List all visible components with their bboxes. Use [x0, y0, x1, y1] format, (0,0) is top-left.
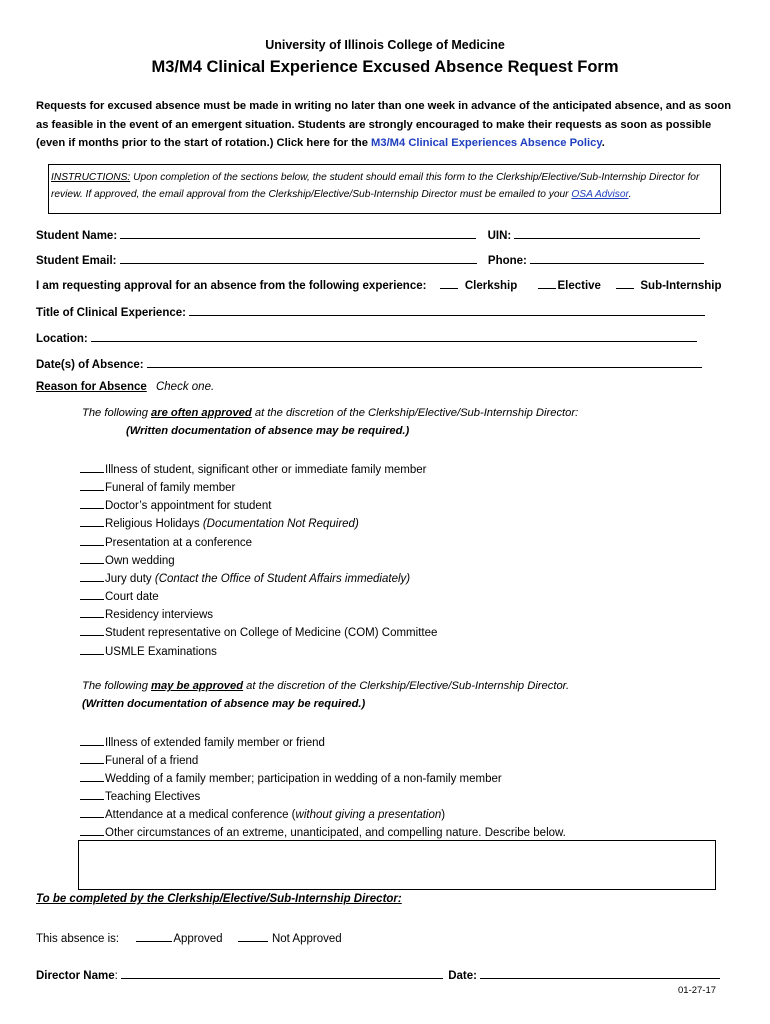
subinternship-label: Sub-Internship [640, 280, 722, 292]
reason-label: Other circumstances of an extreme, unanticipated, and compelling nature. Describe below. [105, 827, 566, 839]
reason-heading: Reason for Absence [36, 381, 147, 393]
director-name-field[interactable] [121, 966, 443, 979]
often-post: at the discretion of the Clerkship/Elective/Sub-Internship Director: [251, 407, 579, 419]
reason-label: USMLE Examinations [105, 646, 217, 658]
director-name-colon: : [114, 970, 118, 982]
reason-checkbox[interactable] [80, 752, 104, 764]
reason-checkbox[interactable] [80, 461, 104, 473]
may-post: at the discretion of the Clerkship/Elective/Sub-Internship Director. [243, 680, 570, 692]
reason-label: Student representative on College of Medicine (COM) Committee [105, 627, 438, 639]
jury-note: (Contact the Office of Student Affairs immediately) [154, 573, 411, 585]
form-version: 01-27-17 [678, 985, 717, 996]
list-item [80, 770, 502, 785]
list-item [80, 588, 159, 603]
reason-label: Funeral of a friend [105, 755, 199, 767]
reason-label: Religious Holidays [105, 518, 200, 530]
location-row [36, 329, 697, 345]
not-approved-check[interactable] [238, 930, 268, 942]
reason-label: Teaching Electives [105, 791, 201, 803]
dates-label: Date(s) of Absence: [36, 359, 144, 371]
list-item [80, 515, 359, 530]
director-name-label: Director Name [36, 970, 115, 982]
experience-request-label: I am requesting approval for an absence from the following experience: [36, 280, 427, 292]
intro-line-3-suffix: . [601, 137, 605, 149]
student-email-field[interactable] [120, 251, 477, 264]
phone-field[interactable] [530, 251, 704, 264]
list-item [80, 606, 213, 621]
religious-note: (Documentation Not Required) [202, 518, 359, 530]
reason-label: Funeral of family member [105, 482, 236, 494]
list-item [80, 824, 566, 839]
instructions-text-2: review. If approved, the email approval from the Clerkship/Elective/Sub-Internship Director must be emailed to your [51, 189, 572, 200]
dates-field[interactable] [147, 355, 702, 368]
often-approved-intro [82, 407, 578, 419]
clerkship-label: Clerkship [464, 280, 518, 292]
reason-checkbox[interactable] [80, 570, 104, 582]
subinternship-check[interactable] [616, 277, 634, 289]
student-name-row [36, 226, 700, 242]
phone-label: Phone: [487, 255, 527, 267]
reason-label: Illness of extended family member or friend [105, 737, 325, 749]
intro-line-2: as feasible in the event of an emergent situation. Students are strongly encouraged to make their requests as soon as possible [36, 119, 712, 131]
instructions-line-2 [51, 189, 631, 200]
university-name: University of Illinois College of Medicine [265, 38, 505, 52]
absence-decision-row [36, 930, 342, 945]
list-item [80, 497, 271, 512]
intro-line-3-prefix: (even if months prior to the start of rotation.) Click here for the [36, 137, 372, 149]
list-item [80, 806, 445, 821]
reason-label: Own wedding [105, 555, 175, 567]
often-documentation-note: (Written documentation of absence may be required.) [126, 425, 410, 437]
list-item [80, 552, 175, 567]
instructions-line-1 [51, 172, 699, 183]
list-item [80, 734, 325, 749]
student-email-row [36, 251, 704, 267]
reason-checkbox[interactable] [80, 624, 104, 636]
dates-row [36, 355, 702, 371]
reason-label: Doctor’s appointment for student [105, 500, 272, 512]
reason-label: Wedding of a family member; participation in wedding of a non-family member [105, 773, 502, 785]
title-label: Title of Clinical Experience: [36, 307, 186, 319]
director-name-row [36, 966, 720, 982]
intro-line-3 [36, 137, 605, 149]
reason-checkbox[interactable] [80, 552, 104, 564]
date-field[interactable] [480, 966, 720, 979]
list-item [80, 752, 198, 767]
often-pre: The following [82, 407, 152, 419]
form-title: M3/M4 Clinical Experience Excused Absence Request Form [151, 58, 619, 76]
experience-row [36, 277, 722, 292]
conference-close: ) [441, 809, 446, 821]
describe-textarea[interactable] [78, 840, 716, 890]
absence-policy-link[interactable]: M3/M4 Clinical Experiences Absence Policy [371, 137, 602, 149]
title-field[interactable] [189, 303, 705, 316]
may-documentation-note: (Written documentation of absence may be required.) [82, 698, 366, 710]
uin-field[interactable] [514, 226, 700, 239]
list-item [80, 534, 252, 549]
reason-checkbox[interactable] [80, 788, 104, 800]
student-name-label: Student Name: [36, 230, 118, 242]
reason-checkbox[interactable] [80, 643, 104, 655]
conference-note: without giving a presentation [295, 809, 442, 821]
reason-checkbox[interactable] [80, 824, 104, 836]
instructions-label: INSTRUCTIONS: [51, 172, 131, 183]
list-item [80, 624, 437, 639]
reason-checkbox[interactable] [80, 734, 104, 746]
reason-checkbox[interactable] [80, 806, 104, 818]
reason-label: Residency interviews [105, 609, 214, 621]
instructions-text-1: Upon completion of the sections below, the student should email this form to the Clerkship/Elective/Sub-Internship Director for [130, 172, 700, 183]
instructions-text-2-end: . [628, 189, 632, 200]
location-field[interactable] [91, 329, 697, 342]
reason-label: Court date [105, 591, 159, 603]
often-emph: are often approved [151, 407, 252, 419]
reason-label: Illness of student, significant other or immediate family member [105, 464, 427, 476]
reason-checkbox[interactable] [80, 479, 104, 491]
elective-check[interactable] [538, 277, 556, 289]
approved-check[interactable] [136, 930, 172, 942]
director-heading: To be completed by the Clerkship/Elective/Sub-Internship Director: [36, 893, 402, 905]
reason-checkbox[interactable] [80, 770, 104, 782]
intro-line-1: Requests for excused absence must be made in writing no later than one week in advance of the anticipated absence, and as soon [36, 100, 732, 112]
list-item [80, 479, 235, 494]
student-email-label: Student Email: [36, 255, 117, 267]
elective-label: Elective [557, 280, 601, 292]
list-item [80, 461, 427, 476]
absence-is-label: This absence is: [36, 933, 120, 945]
list-item [80, 570, 410, 585]
location-label: Location: [36, 333, 88, 345]
list-item [80, 788, 200, 803]
title-row [36, 303, 705, 319]
osa-advisor-link[interactable]: OSA Advisor [571, 189, 629, 200]
not-approved-label: Not Approved [271, 933, 342, 945]
student-name-field[interactable] [120, 226, 476, 239]
may-emph: may be approved [151, 680, 244, 692]
reason-heading-row [36, 381, 214, 393]
may-approved-intro [82, 680, 569, 692]
may-pre: The following [82, 680, 152, 692]
uin-label: UIN: [487, 230, 512, 242]
reason-checkbox[interactable] [80, 588, 104, 600]
reason-checkbox[interactable] [80, 606, 104, 618]
reason-checkbox[interactable] [80, 497, 104, 509]
reason-checkbox[interactable] [80, 534, 104, 546]
reason-label: Jury duty [105, 573, 152, 585]
list-item [80, 643, 217, 658]
reason-hint: Check one. [155, 381, 215, 393]
reason-label: Attendance at a medical conference ( [105, 809, 296, 821]
reason-checkbox[interactable] [80, 515, 104, 527]
reason-label: Presentation at a conference [105, 537, 253, 549]
date-label: Date: [448, 970, 477, 982]
approved-label: Approved [173, 933, 223, 945]
clerkship-check[interactable] [440, 277, 458, 289]
